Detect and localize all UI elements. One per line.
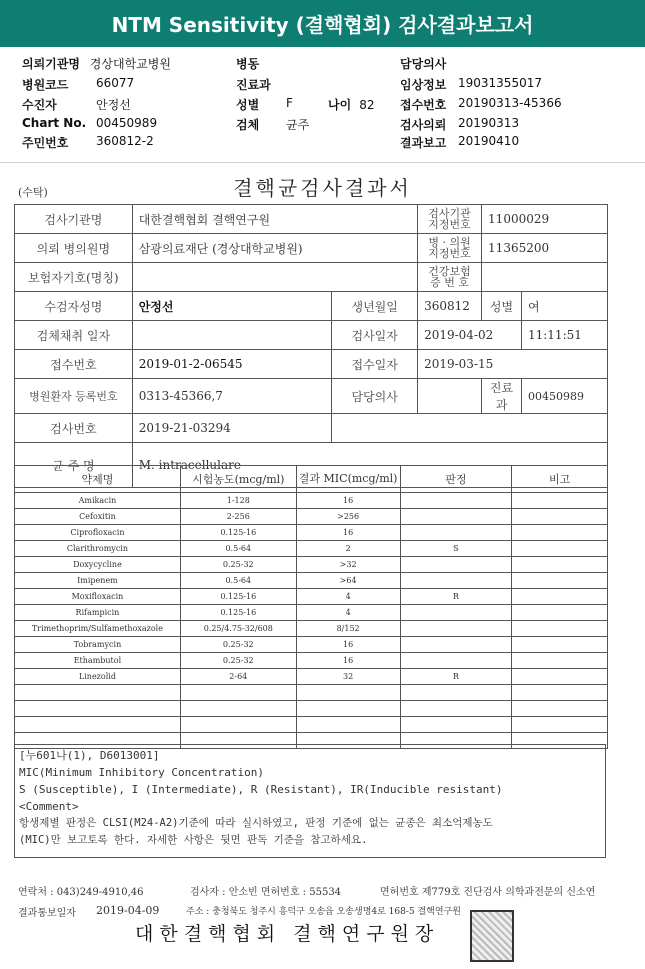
official-seal [470,910,514,962]
label: 수진자 [22,98,57,112]
footer-address: 주소 : 충청북도 청주시 흥덕구 오송읍 오송생명4로 168-5 결핵연구원 [186,907,461,917]
value: 66077 [96,76,135,90]
remarks [512,525,608,541]
test-date-label: 검사일자 [332,321,418,350]
mic-value: 2 [296,541,400,557]
test-range [180,685,296,701]
hdr-specimen [236,116,310,133]
col-interpretation: 판정 [400,466,512,493]
table-row [15,717,608,733]
label: 병동 [236,57,260,71]
hosp-code: 11365200 [482,234,608,263]
patient-name: 안정선 [132,292,332,321]
label: 결과보고 [400,136,447,150]
report-title: 결핵균검사결과서 [233,176,412,200]
remarks [512,509,608,525]
remarks [512,621,608,637]
insurance-no [482,263,608,292]
test-no: 2019-21-03294 [132,414,332,443]
remarks [512,685,608,701]
hdr-sex [236,96,293,113]
test-range: 0.25-32 [180,557,296,573]
interpretation [400,557,512,573]
hdr-department [236,76,271,93]
hdr-hospital [22,55,171,72]
interpretation [400,621,512,637]
hdr-age [328,96,374,113]
reg-no-label: 병원환자 등록번호 [15,379,133,414]
insurance-no-label: 건강보험 증 번 호 [418,263,482,292]
table-row [15,525,608,541]
value: 00450989 [96,116,158,130]
label: Chart No. [22,116,87,130]
value: 20190410 [458,134,520,148]
interpretation [400,493,512,509]
receipt-no: 2019-01-2-06545 [132,350,332,379]
table-row [15,589,608,605]
label: 검사의뢰 [400,118,447,132]
drug-name: Ciprofloxacin [15,525,181,541]
drug-name: Amikacin [15,493,181,509]
drug-name: Rifampicin [15,605,181,621]
remarks [512,701,608,717]
drug-name: Trimethoprim/Sulfamethoxazole [15,621,181,637]
table-row [15,701,608,717]
dept-label: 진료과 [482,379,522,414]
note-comment-title: <Comment> [19,800,79,813]
hdr-doctor [400,55,446,72]
remarks [512,637,608,653]
label: 나이 [328,98,352,112]
birth-date: 360812 [418,292,482,321]
drug-name [15,701,181,717]
interpretation [400,509,512,525]
col-drug: 약제명 [15,466,181,493]
test-range: 0.125-16 [180,525,296,541]
value: 82 [359,98,375,112]
test-range: 0.5-64 [180,573,296,589]
footer-examiner: 검사자 : 안소빈 면허번호 : 55534 [190,887,342,898]
value: 균주 [286,118,310,132]
value: 안정선 [96,98,131,112]
susceptibility-table [14,465,608,749]
receipt-date: 2019-03-15 [418,350,608,379]
drug-name: Tobramycin [15,637,181,653]
interpretation: R [400,589,512,605]
table-row [15,573,608,589]
hdr-receipt-no [400,96,562,113]
mic-value: 8/152 [296,621,400,637]
interpretation [400,717,512,733]
interpretation [400,573,512,589]
mic-value: >32 [296,557,400,573]
test-range: 1-128 [180,493,296,509]
hdr-request-date [400,116,520,133]
test-range: 0.25-32 [180,637,296,653]
insurer-label: 보험자기호(명칭) [15,263,133,292]
remarks [512,653,608,669]
mic-value: 4 [296,589,400,605]
test-range [180,717,296,733]
collect-date [132,321,332,350]
lab-label: 검사기관명 [15,205,133,234]
drug-name [15,717,181,733]
drug-name: Cefoxitin [15,509,181,525]
table-row [15,653,608,669]
sutak-label: (수탁) [18,186,48,199]
reg-no: 0313-45366,7 [132,379,332,414]
mic-value: 16 [296,493,400,509]
label: 검체 [236,118,260,132]
hdr-hospital-code [22,76,135,93]
footer-specialist: 면허번호 제779호 진단검사 의학과전문의 신소연 [380,887,596,898]
remarks [512,557,608,573]
test-range [180,701,296,717]
footer-contact: 연락처 : 043)249-4910,46 [18,887,144,898]
label: 담당의사 [400,57,447,71]
interpretation [400,653,512,669]
interpretation: R [400,669,512,685]
drug-name: Moxifloxacin [15,589,181,605]
mic-value: >64 [296,573,400,589]
hosp-code-label: 병 · 의원 지정번호 [418,234,482,263]
table-row [15,557,608,573]
table-row [15,541,608,557]
hdr-clinical-info [400,76,542,93]
collect-date-label: 검체채취 일자 [15,321,133,350]
drug-name: Imipenem [15,573,181,589]
susceptibility-rows [15,493,608,749]
interpretation [400,685,512,701]
receipt-date-label: 접수일자 [332,350,418,379]
strain-name: M. intracellulare [132,443,607,488]
table-row [15,621,608,637]
hdr-chart-no [22,116,158,130]
doctor-label: 담당의사 [332,379,418,414]
col-mic: 결과 MIC(mcg/ml) [296,466,400,493]
table-row [15,493,608,509]
value: 20190313-45366 [458,96,562,110]
remarks [512,493,608,509]
interpretation: S [400,541,512,557]
note-comment-line2: (MIC)만 보고토록 한다. 자세한 사항은 뒷면 판독 기준을 참고하세요. [19,834,368,846]
label: 주민번호 [22,136,69,150]
label: 성별 [236,98,260,112]
interpretation [400,605,512,621]
sex-value: 여 [521,292,607,321]
mic-value: 16 [296,653,400,669]
note-mic: MIC(Minimum Inhibitory Concentration) [19,766,265,779]
sex-label: 성별 [482,292,522,321]
label: 병원코드 [22,78,69,92]
label: 진료과 [236,78,271,92]
empty-cell [332,414,608,443]
remarks [512,573,608,589]
footer-report-date: 2019-04-09 [96,904,160,917]
report-info-table [14,204,608,488]
test-range: 2-256 [180,509,296,525]
drug-name [15,685,181,701]
test-date: 2019-04-02 [418,321,522,350]
drug-name: Ethambutol [15,653,181,669]
banner-title: NTM Sensitivity (결핵협회) 검사결과보고서 [111,13,534,37]
drug-name: Doxycycline [15,557,181,573]
mic-value [296,685,400,701]
receipt-label: 접수번호 [15,350,133,379]
patient-name-label: 수검자성명 [15,292,133,321]
label: 접수번호 [400,98,447,112]
col-concentration: 시험농도(mcg/ml) [180,466,296,493]
table-row [15,669,608,685]
test-range: 0.25/4.75-32/608 [180,621,296,637]
doctor-value [418,379,482,414]
note-legend: S (Susceptible), I (Intermediate), R (Resistant), IR(Inducible resistant) [19,783,503,796]
note-code: [누601나(1), D6013001] [19,749,160,762]
test-no-label: 검사번호 [15,414,133,443]
table-row [15,509,608,525]
value: F [286,96,293,110]
institution-name: 대한결핵협회 결핵연구원장 [135,923,440,945]
header-divider [0,162,645,163]
birth-label: 생년월일 [332,292,418,321]
drug-name: Linezolid [15,669,181,685]
mic-value: 4 [296,605,400,621]
mic-value: 32 [296,669,400,685]
value: 20190313 [458,116,520,130]
test-range: 0.125-16 [180,605,296,621]
insurer-value [132,263,417,292]
remarks [512,541,608,557]
mic-value: 16 [296,525,400,541]
drug-name: Clarithromycin [15,541,181,557]
hosp-label: 의뢰 병의원명 [15,234,133,263]
interpretation [400,525,512,541]
table-row [15,605,608,621]
mic-value [296,701,400,717]
footer-report-date-label: 결과통보일자 [18,908,76,919]
note-comment-line1: 항생제별 판정은 CLSI(M24-A2)기준에 따라 실시하였고, 판정 기준에 없는 균종은 최소억제농도 [19,817,493,829]
remarks [512,589,608,605]
remarks [512,605,608,621]
table-row [15,685,608,701]
report-banner [0,0,645,47]
lab-code-label: 검사기관 지정번호 [418,205,482,234]
hdr-resident-no [22,134,154,151]
hosp-name: 삼광의료재단 (경상대학교병원) [132,234,417,263]
lab-code: 11000029 [482,205,608,234]
mic-value: 16 [296,637,400,653]
test-range: 2-64 [180,669,296,685]
value: 19031355017 [458,76,542,90]
value: 경상대학교병원 [89,57,171,71]
notes-box [14,744,606,858]
remarks [512,669,608,685]
col-remarks: 비고 [512,466,608,493]
table-row [15,637,608,653]
dept-value: 00450989 [521,379,607,414]
lab-name: 대한결핵협회 결핵연구원 [132,205,417,234]
interpretation [400,701,512,717]
test-range: 0.125-16 [180,589,296,605]
label: 의뢰기관명 [22,57,80,71]
mic-value [296,717,400,733]
remarks [512,717,608,733]
hdr-report-date [400,134,520,151]
test-time: 11:11:51 [521,321,607,350]
label: 임상정보 [400,78,447,92]
test-range: 0.5-64 [180,541,296,557]
strain-label: 균 주 명 [15,443,133,488]
hdr-ward [236,55,259,72]
mic-value: >256 [296,509,400,525]
interpretation [400,637,512,653]
value: 360812-2 [96,134,154,148]
test-range: 0.25-32 [180,653,296,669]
hdr-patient [22,96,131,113]
